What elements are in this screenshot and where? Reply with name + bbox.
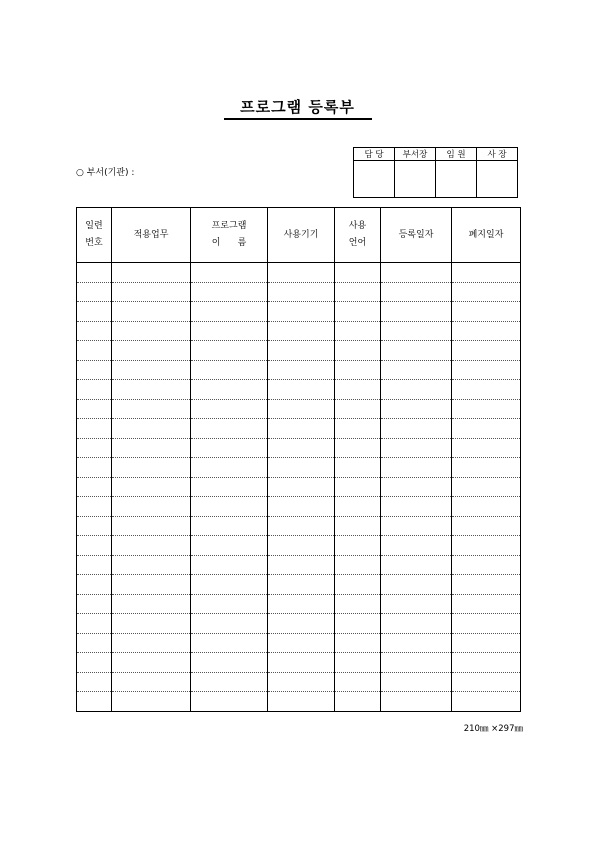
paper-size-note: 210㎜ ×297㎜ — [463, 724, 523, 734]
table-cell[interactable] — [381, 633, 452, 653]
table-cell[interactable] — [77, 692, 112, 712]
table-header-row — [77, 208, 521, 263]
table-cell[interactable] — [112, 555, 191, 575]
header-program-name-line2: 이 름 — [211, 238, 247, 248]
table-cell[interactable] — [112, 341, 191, 361]
approval-header-president: 사 장 — [477, 148, 518, 161]
table-cell[interactable] — [452, 399, 521, 419]
table-cell[interactable] — [112, 594, 191, 614]
table-cell[interactable] — [452, 614, 521, 634]
table-cell[interactable] — [381, 653, 452, 673]
table-cell[interactable] — [77, 282, 112, 302]
table-cell[interactable] — [268, 438, 335, 458]
table-cell[interactable] — [77, 341, 112, 361]
table-cell[interactable] — [381, 321, 452, 341]
table-cell[interactable] — [112, 536, 191, 556]
table-cell[interactable] — [112, 653, 191, 673]
table-cell[interactable] — [268, 360, 335, 380]
table-cell[interactable] — [112, 614, 191, 634]
table-cell[interactable] — [335, 282, 381, 302]
table-cell[interactable] — [191, 438, 268, 458]
table-cell[interactable] — [112, 399, 191, 419]
table-cell[interactable] — [335, 341, 381, 361]
table-cell[interactable] — [268, 555, 335, 575]
table-cell[interactable] — [452, 555, 521, 575]
signature-cell-staff[interactable] — [354, 161, 395, 198]
department-label: ○ 부서(기관) : — [76, 168, 135, 178]
table-row — [77, 302, 521, 322]
table-row — [77, 594, 521, 614]
table-row — [77, 555, 521, 575]
table-cell[interactable] — [77, 419, 112, 439]
table-cell[interactable] — [381, 516, 452, 536]
table-cell[interactable] — [191, 341, 268, 361]
header-language-line1: 사용 — [348, 221, 367, 231]
table-cell[interactable] — [452, 633, 521, 653]
table-cell[interactable] — [335, 516, 381, 536]
table-cell[interactable] — [112, 692, 191, 712]
table-cell[interactable] — [268, 672, 335, 692]
table-cell[interactable] — [335, 497, 381, 517]
table-cell[interactable] — [77, 575, 112, 595]
table-cell[interactable] — [77, 653, 112, 673]
table-cell[interactable] — [335, 399, 381, 419]
table-cell[interactable] — [191, 360, 268, 380]
form-title: 프로그램 등록부 — [240, 98, 355, 116]
header-program-name-line1: 프로그램 — [211, 221, 247, 231]
table-cell[interactable] — [452, 419, 521, 439]
table-cell[interactable] — [112, 360, 191, 380]
table-cell[interactable] — [268, 497, 335, 517]
table-cell[interactable] — [452, 438, 521, 458]
header-language-line2: 언어 — [348, 238, 367, 248]
table-cell[interactable] — [191, 516, 268, 536]
table-cell[interactable] — [452, 302, 521, 322]
table-cell[interactable] — [191, 399, 268, 419]
table-cell[interactable] — [381, 380, 452, 400]
table-cell[interactable] — [191, 282, 268, 302]
table-cell[interactable] — [452, 282, 521, 302]
table-cell[interactable] — [335, 672, 381, 692]
table-cell[interactable] — [191, 575, 268, 595]
table-cell[interactable] — [381, 672, 452, 692]
table-cell[interactable] — [381, 594, 452, 614]
table-cell[interactable] — [452, 341, 521, 361]
table-cell[interactable] — [191, 653, 268, 673]
table-cell[interactable] — [112, 419, 191, 439]
table-cell[interactable] — [268, 341, 335, 361]
table-cell[interactable] — [381, 282, 452, 302]
table-cell[interactable] — [112, 438, 191, 458]
table-cell[interactable] — [452, 477, 521, 497]
table-cell[interactable] — [77, 516, 112, 536]
table-cell[interactable] — [112, 302, 191, 322]
table-cell[interactable] — [268, 692, 335, 712]
table-cell[interactable] — [381, 399, 452, 419]
table-cell[interactable] — [381, 575, 452, 595]
table-cell[interactable] — [268, 380, 335, 400]
table-cell[interactable] — [77, 477, 112, 497]
table-cell[interactable] — [191, 633, 268, 653]
table-cell[interactable] — [191, 419, 268, 439]
table-cell[interactable] — [268, 458, 335, 478]
approval-header-executive: 임 원 — [436, 148, 477, 161]
table-row — [77, 575, 521, 595]
table-cell[interactable] — [381, 614, 452, 634]
header-equipment — [268, 208, 335, 263]
table-cell[interactable] — [381, 302, 452, 322]
table-cell[interactable] — [268, 653, 335, 673]
table-cell[interactable] — [77, 497, 112, 517]
approval-header-staff: 담 당 — [354, 148, 395, 161]
table-cell[interactable] — [335, 653, 381, 673]
table-cell[interactable] — [452, 458, 521, 478]
table-cell[interactable] — [335, 458, 381, 478]
table-cell[interactable] — [112, 516, 191, 536]
table-cell[interactable] — [452, 321, 521, 341]
table-cell[interactable] — [452, 536, 521, 556]
table-row — [77, 360, 521, 380]
table-cell[interactable] — [452, 653, 521, 673]
table-cell[interactable] — [452, 497, 521, 517]
table-cell[interactable] — [335, 419, 381, 439]
table-cell[interactable] — [191, 497, 268, 517]
table-cell[interactable] — [268, 536, 335, 556]
table-cell[interactable] — [112, 477, 191, 497]
table-cell[interactable] — [268, 594, 335, 614]
header-language — [335, 208, 381, 263]
table-cell[interactable] — [381, 497, 452, 517]
table-cell[interactable] — [77, 633, 112, 653]
table-cell[interactable] — [77, 555, 112, 575]
table-cell[interactable] — [335, 438, 381, 458]
table-cell[interactable] — [112, 263, 191, 283]
table-cell[interactable] — [191, 594, 268, 614]
table-row — [77, 263, 521, 283]
table-cell[interactable] — [268, 321, 335, 341]
table-cell[interactable] — [77, 458, 112, 478]
header-registration-date-text: 등록일자 — [398, 229, 434, 240]
table-cell[interactable] — [335, 536, 381, 556]
table-cell[interactable] — [112, 321, 191, 341]
table-cell[interactable] — [77, 614, 112, 634]
table-cell[interactable] — [381, 555, 452, 575]
table-cell[interactable] — [191, 692, 268, 712]
table-cell[interactable] — [381, 536, 452, 556]
table-cell[interactable] — [191, 672, 268, 692]
table-cell[interactable] — [335, 594, 381, 614]
table-body — [77, 263, 521, 712]
header-serial-number-line2: 번호 — [85, 238, 103, 248]
table-cell[interactable] — [381, 341, 452, 361]
table-cell[interactable] — [381, 458, 452, 478]
table-cell[interactable] — [191, 458, 268, 478]
header-program-name — [191, 208, 268, 263]
table-cell[interactable] — [335, 321, 381, 341]
header-applied-task — [112, 208, 191, 263]
table-cell[interactable] — [381, 438, 452, 458]
table-cell[interactable] — [268, 263, 335, 283]
table-cell[interactable] — [77, 321, 112, 341]
table-cell[interactable] — [381, 263, 452, 283]
table-cell[interactable] — [191, 263, 268, 283]
table-cell[interactable] — [335, 555, 381, 575]
table-cell[interactable] — [77, 438, 112, 458]
table-cell[interactable] — [381, 360, 452, 380]
table-cell[interactable] — [452, 516, 521, 536]
approval-box — [353, 147, 518, 198]
table-row — [77, 477, 521, 497]
title-underline — [224, 118, 372, 120]
header-equipment-text: 사용기기 — [283, 229, 319, 240]
table-cell[interactable] — [268, 419, 335, 439]
table-cell[interactable] — [335, 614, 381, 634]
program-register-table — [76, 207, 521, 712]
table-cell[interactable] — [77, 302, 112, 322]
table-cell[interactable] — [335, 633, 381, 653]
table-row — [77, 321, 521, 341]
table-cell[interactable] — [268, 516, 335, 536]
header-disposal-date — [452, 208, 521, 263]
table-row — [77, 536, 521, 556]
table-cell[interactable] — [452, 360, 521, 380]
table-cell[interactable] — [268, 614, 335, 634]
table-cell[interactable] — [335, 360, 381, 380]
table-cell[interactable] — [335, 302, 381, 322]
table-cell[interactable] — [335, 692, 381, 712]
table-cell[interactable] — [268, 575, 335, 595]
table-row — [77, 516, 521, 536]
table-cell[interactable] — [77, 360, 112, 380]
table-row — [77, 458, 521, 478]
table-cell[interactable] — [77, 399, 112, 419]
header-serial-number-line1: 일련 — [85, 221, 103, 231]
table-cell[interactable] — [381, 477, 452, 497]
table-cell[interactable] — [335, 575, 381, 595]
table-cell[interactable] — [191, 614, 268, 634]
table-cell[interactable] — [268, 302, 335, 322]
table-cell[interactable] — [112, 672, 191, 692]
header-disposal-date-text: 폐지일자 — [468, 229, 504, 240]
table-cell[interactable] — [191, 477, 268, 497]
table-row — [77, 692, 521, 712]
table-cell[interactable] — [268, 282, 335, 302]
table-cell[interactable] — [268, 477, 335, 497]
table-row — [77, 672, 521, 692]
table-row — [77, 614, 521, 634]
table-cell[interactable] — [77, 536, 112, 556]
table-cell[interactable] — [112, 380, 191, 400]
signature-cell-executive[interactable] — [436, 161, 477, 198]
table-cell[interactable] — [335, 380, 381, 400]
table-cell[interactable] — [112, 282, 191, 302]
table-cell[interactable] — [452, 575, 521, 595]
table-cell[interactable] — [77, 263, 112, 283]
table-cell[interactable] — [335, 477, 381, 497]
table-cell[interactable] — [112, 497, 191, 517]
table-row — [77, 633, 521, 653]
table-cell[interactable] — [381, 419, 452, 439]
table-row — [77, 341, 521, 361]
table-row — [77, 438, 521, 458]
table-row — [77, 399, 521, 419]
table-cell[interactable] — [268, 399, 335, 419]
approval-header-dept-head: 부서장 — [395, 148, 436, 161]
table-row — [77, 419, 521, 439]
table-cell[interactable] — [191, 380, 268, 400]
table-cell[interactable] — [452, 594, 521, 614]
table-row — [77, 380, 521, 400]
table-cell[interactable] — [112, 633, 191, 653]
table-cell[interactable] — [191, 555, 268, 575]
header-applied-task-text: 적용업무 — [133, 229, 169, 240]
table-cell[interactable] — [77, 594, 112, 614]
table-row — [77, 653, 521, 673]
header-serial-number — [77, 208, 112, 263]
table-cell[interactable] — [381, 692, 452, 712]
table-cell[interactable] — [191, 302, 268, 322]
table-cell[interactable] — [112, 458, 191, 478]
table-cell[interactable] — [77, 380, 112, 400]
table-cell[interactable] — [452, 263, 521, 283]
signature-cell-dept-head[interactable] — [395, 161, 436, 198]
table-cell[interactable] — [77, 672, 112, 692]
signature-cell-president[interactable] — [477, 161, 518, 198]
table-cell[interactable] — [191, 536, 268, 556]
table-cell[interactable] — [452, 672, 521, 692]
header-registration-date — [381, 208, 452, 263]
table-cell[interactable] — [268, 633, 335, 653]
table-cell[interactable] — [452, 380, 521, 400]
table-cell[interactable] — [452, 692, 521, 712]
table-cell[interactable] — [112, 575, 191, 595]
table-cell[interactable] — [335, 263, 381, 283]
table-cell[interactable] — [191, 321, 268, 341]
table-row — [77, 497, 521, 517]
table-row — [77, 282, 521, 302]
